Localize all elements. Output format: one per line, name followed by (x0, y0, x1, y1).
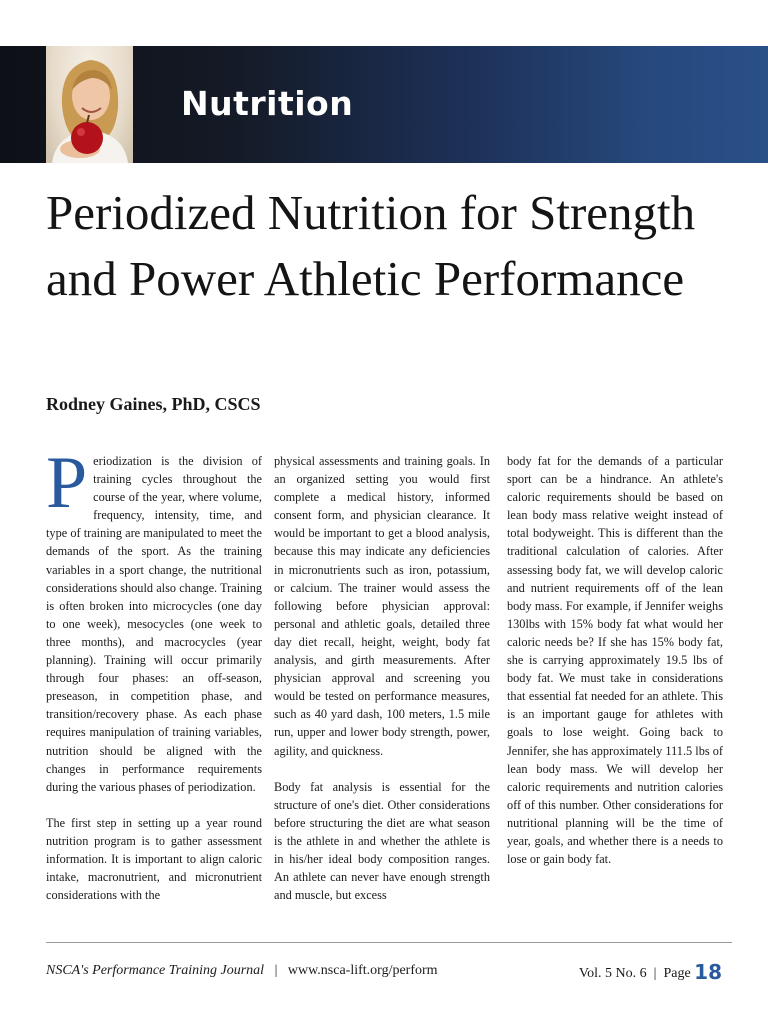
woman-holding-apple-image (46, 46, 133, 163)
article-column-3 (507, 452, 723, 886)
article-column-1 (46, 442, 262, 922)
article-author: Rodney Gaines, PhD, CSCS (46, 394, 261, 414)
page-number: 18 (694, 960, 722, 984)
volume-issue: Vol. 5 No. 6 (578, 966, 647, 981)
drop-cap: P (46, 442, 88, 524)
article-title: Periodized Nutrition for Strength and Power Athletic Performance (46, 185, 696, 306)
article-paragraph: body fat for the demands of a particular sport can be a hindrance. An athlete's caloric requirements should be based on lean body mass relative weight instead of total bodyweight. This is different than the traditional calculation of calories. After assessing body fat, we will develop caloric and nutrient requirements off of the lean body mass. For example, if Jennifer weighs 130lbs with 15% body fat what would her caloric needs be? If she has 15% body fat, she is carrying approximately 19.5 lbs of body fat. We must take in considerations that essential fat needed for an athlete. This is an important gauge for athletes with goals to lose weight. Going back to Jennifer, she has approximately 111.5 lbs of lean body mass. We will develop her caloric requirements and nutrition calories off of this number. Other considerations for nutritional planning will be the time of year, goals, and whether there is a needs to lose or gain body fat. (507, 454, 723, 867)
author-photo (46, 46, 133, 163)
article-paragraph: physical assessments and training goals. In an organized setting you would first complete a medical history, informed consent form, and physician clearance. It would be important to get a blood analysis, because this may indicate any deficiencies in micronutrients such as iron, potassium, or calcium. The trainer would assess the following before physician approval: personal and athletic goals, detailed three day diet recall, height, weight, body fat analysis, and girth measurements. After physician approval and screening you would be tested on performance measures, such as 40 yard dash, 100 meters, 1.5 mile run, upper and lower body strength, power, agility, and quickness. (274, 454, 490, 758)
article-column-2 (274, 452, 490, 922)
footer-journal-info (46, 963, 438, 979)
section-title: Nutrition (181, 84, 354, 123)
footer-page-info (579, 958, 722, 982)
page-label: Page (663, 966, 691, 981)
article-paragraph: Periodization is the division of training cycles throughout the course of the year, where volume, frequency, intensity, time, and type of training are manipulated to meet the demands of the sport. As the training variables in a sport change, the nutritional considerations should also change. Training is often broken into microcycles (one day to one week), mesocycles (one week to three months), and macrocycles (year planning). Training will occur primarily through four phases: an off-season, preseason, in competition phase, and transition/recovery phase. As each phase requires manipulation of training variables, nutrition should be aligned with the changes in performance requirements during the various phases of periodization. (46, 442, 262, 794)
footer-divider (46, 942, 732, 943)
footer-separator: | (653, 966, 657, 981)
article-paragraph: Body fat analysis is essential for the structure of one's diet. Other considerations before structuring the diet are what season is the athlete in and whether the athlete is in his/her ideal body composition ranges. An athlete can never have enough strength and muscle, but excess (274, 779, 490, 903)
journal-name: NSCA's Performance Training Journal (46, 963, 265, 978)
section-banner (0, 46, 768, 163)
article-paragraph: The first step in setting up a year round nutrition program is to gather assessment information. It is important to align caloric intake, macronutrient, and micronutrient considerations with the (46, 815, 262, 903)
footer-separator: | (274, 963, 278, 978)
journal-url-link[interactable]: www.nsca-lift.org/perform (287, 963, 438, 978)
